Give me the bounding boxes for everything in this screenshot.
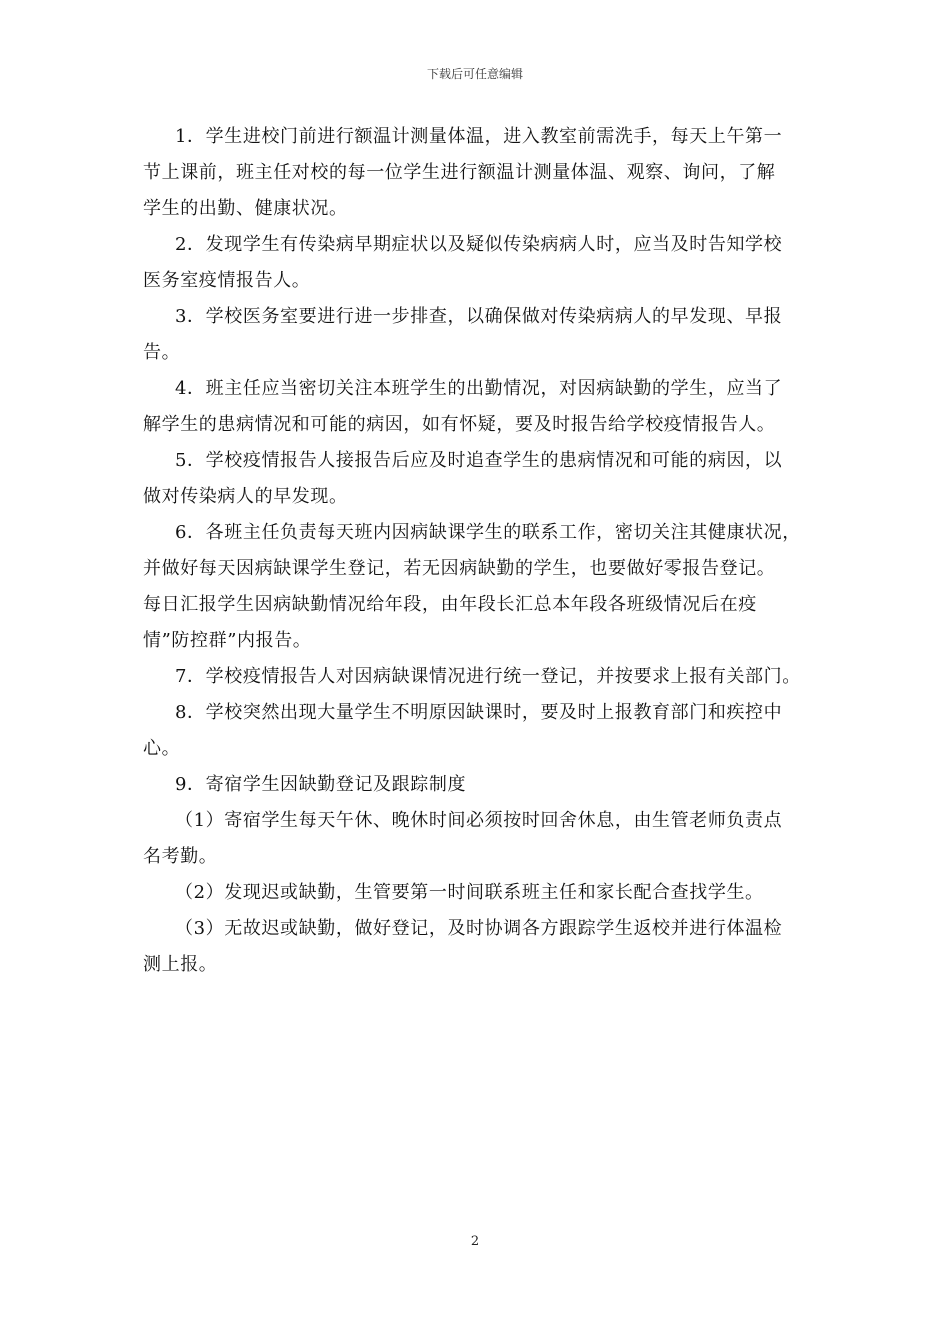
paragraph-6 <box>143 515 811 659</box>
paragraph-line: 并做好每天因病缺课学生登记，若无因病缺勤的学生，也要做好零报告登记。 <box>143 558 776 579</box>
paragraph-line: 学生的出勤、健康状况。 <box>143 198 348 219</box>
paragraph-3 <box>143 299 811 371</box>
paragraph-line: 9．寄宿学生因缺勤登记及跟踪制度 <box>175 774 467 795</box>
paragraph-5 <box>143 443 811 515</box>
paragraph-line: 医务室疫情报告人。 <box>143 270 311 291</box>
paragraph-line: 节上课前，班主任对校的每一位学生进行额温计测量体温、观察、询问，了解 <box>143 162 776 183</box>
paragraph-line: 2．发现学生有传染病早期症状以及疑似传染病病人时，应当及时告知学校 <box>175 234 783 255</box>
paragraph-7 <box>143 659 811 695</box>
paragraph-line: （1）寄宿学生每天午休、晚休时间必须按时回舍休息，由生管老师负责点 <box>175 810 783 831</box>
paragraph-9-3 <box>143 911 811 983</box>
paragraph-9 <box>143 767 811 803</box>
paragraph-line: （3）无故迟或缺勤，做好登记，及时协调各方跟踪学生返校并进行体温检 <box>175 918 783 939</box>
document-body <box>143 119 811 983</box>
paragraph-line: 8．学校突然出现大量学生不明原因缺课时，要及时上报教育部门和疾控中 <box>175 702 783 723</box>
paragraph-line: 6．各班主任负责每天班内因病缺课学生的联系工作，密切关注其健康状况， <box>175 522 801 543</box>
paragraph-line: 1．学生进校门前进行额温计测量体温，进入教室前需洗手，每天上午第一 <box>175 126 783 147</box>
paragraph-line: 做对传染病人的早发现。 <box>143 486 348 507</box>
paragraph-2 <box>143 227 811 299</box>
paragraph-4 <box>143 371 811 443</box>
paragraph-1 <box>143 119 811 227</box>
paragraph-9-1 <box>143 803 811 875</box>
paragraph-line: 测上报。 <box>143 954 218 975</box>
page-header: 下载后可任意编辑 <box>426 67 523 81</box>
paragraph-line: 解学生的患病情况和可能的病因，如有怀疑，要及时报告给学校疫情报告人。 <box>143 414 776 435</box>
paragraph-line: 4．班主任应当密切关注本班学生的出勤情况，对因病缺勤的学生，应当了 <box>175 378 783 399</box>
page-number: 2 <box>470 1234 480 1249</box>
paragraph-line: （2）发现迟或缺勤，生管要第一时间联系班主任和家长配合查找学生。 <box>175 882 764 903</box>
paragraph-line: 每日汇报学生因病缺勤情况给年段，由年段长汇总本年段各班级情况后在疫 <box>143 594 757 615</box>
paragraph-line: 5．学校疫情报告人接报告后应及时追查学生的患病情况和可能的病因，以 <box>175 450 783 471</box>
paragraph-9-2 <box>143 875 811 911</box>
paragraph-line: 告。 <box>143 342 181 363</box>
paragraph-8 <box>143 695 811 767</box>
paragraph-line: 3．学校医务室要进行进一步排查，以确保做对传染病病人的早发现、早报 <box>175 306 783 327</box>
paragraph-line: 心。 <box>143 738 181 759</box>
paragraph-line: 名考勤。 <box>143 846 218 867</box>
paragraph-line: 情”防控群”内报告。 <box>143 630 312 651</box>
paragraph-line: 7．学校疫情报告人对因病缺课情况进行统一登记，并按要求上报有关部门。 <box>175 666 801 687</box>
